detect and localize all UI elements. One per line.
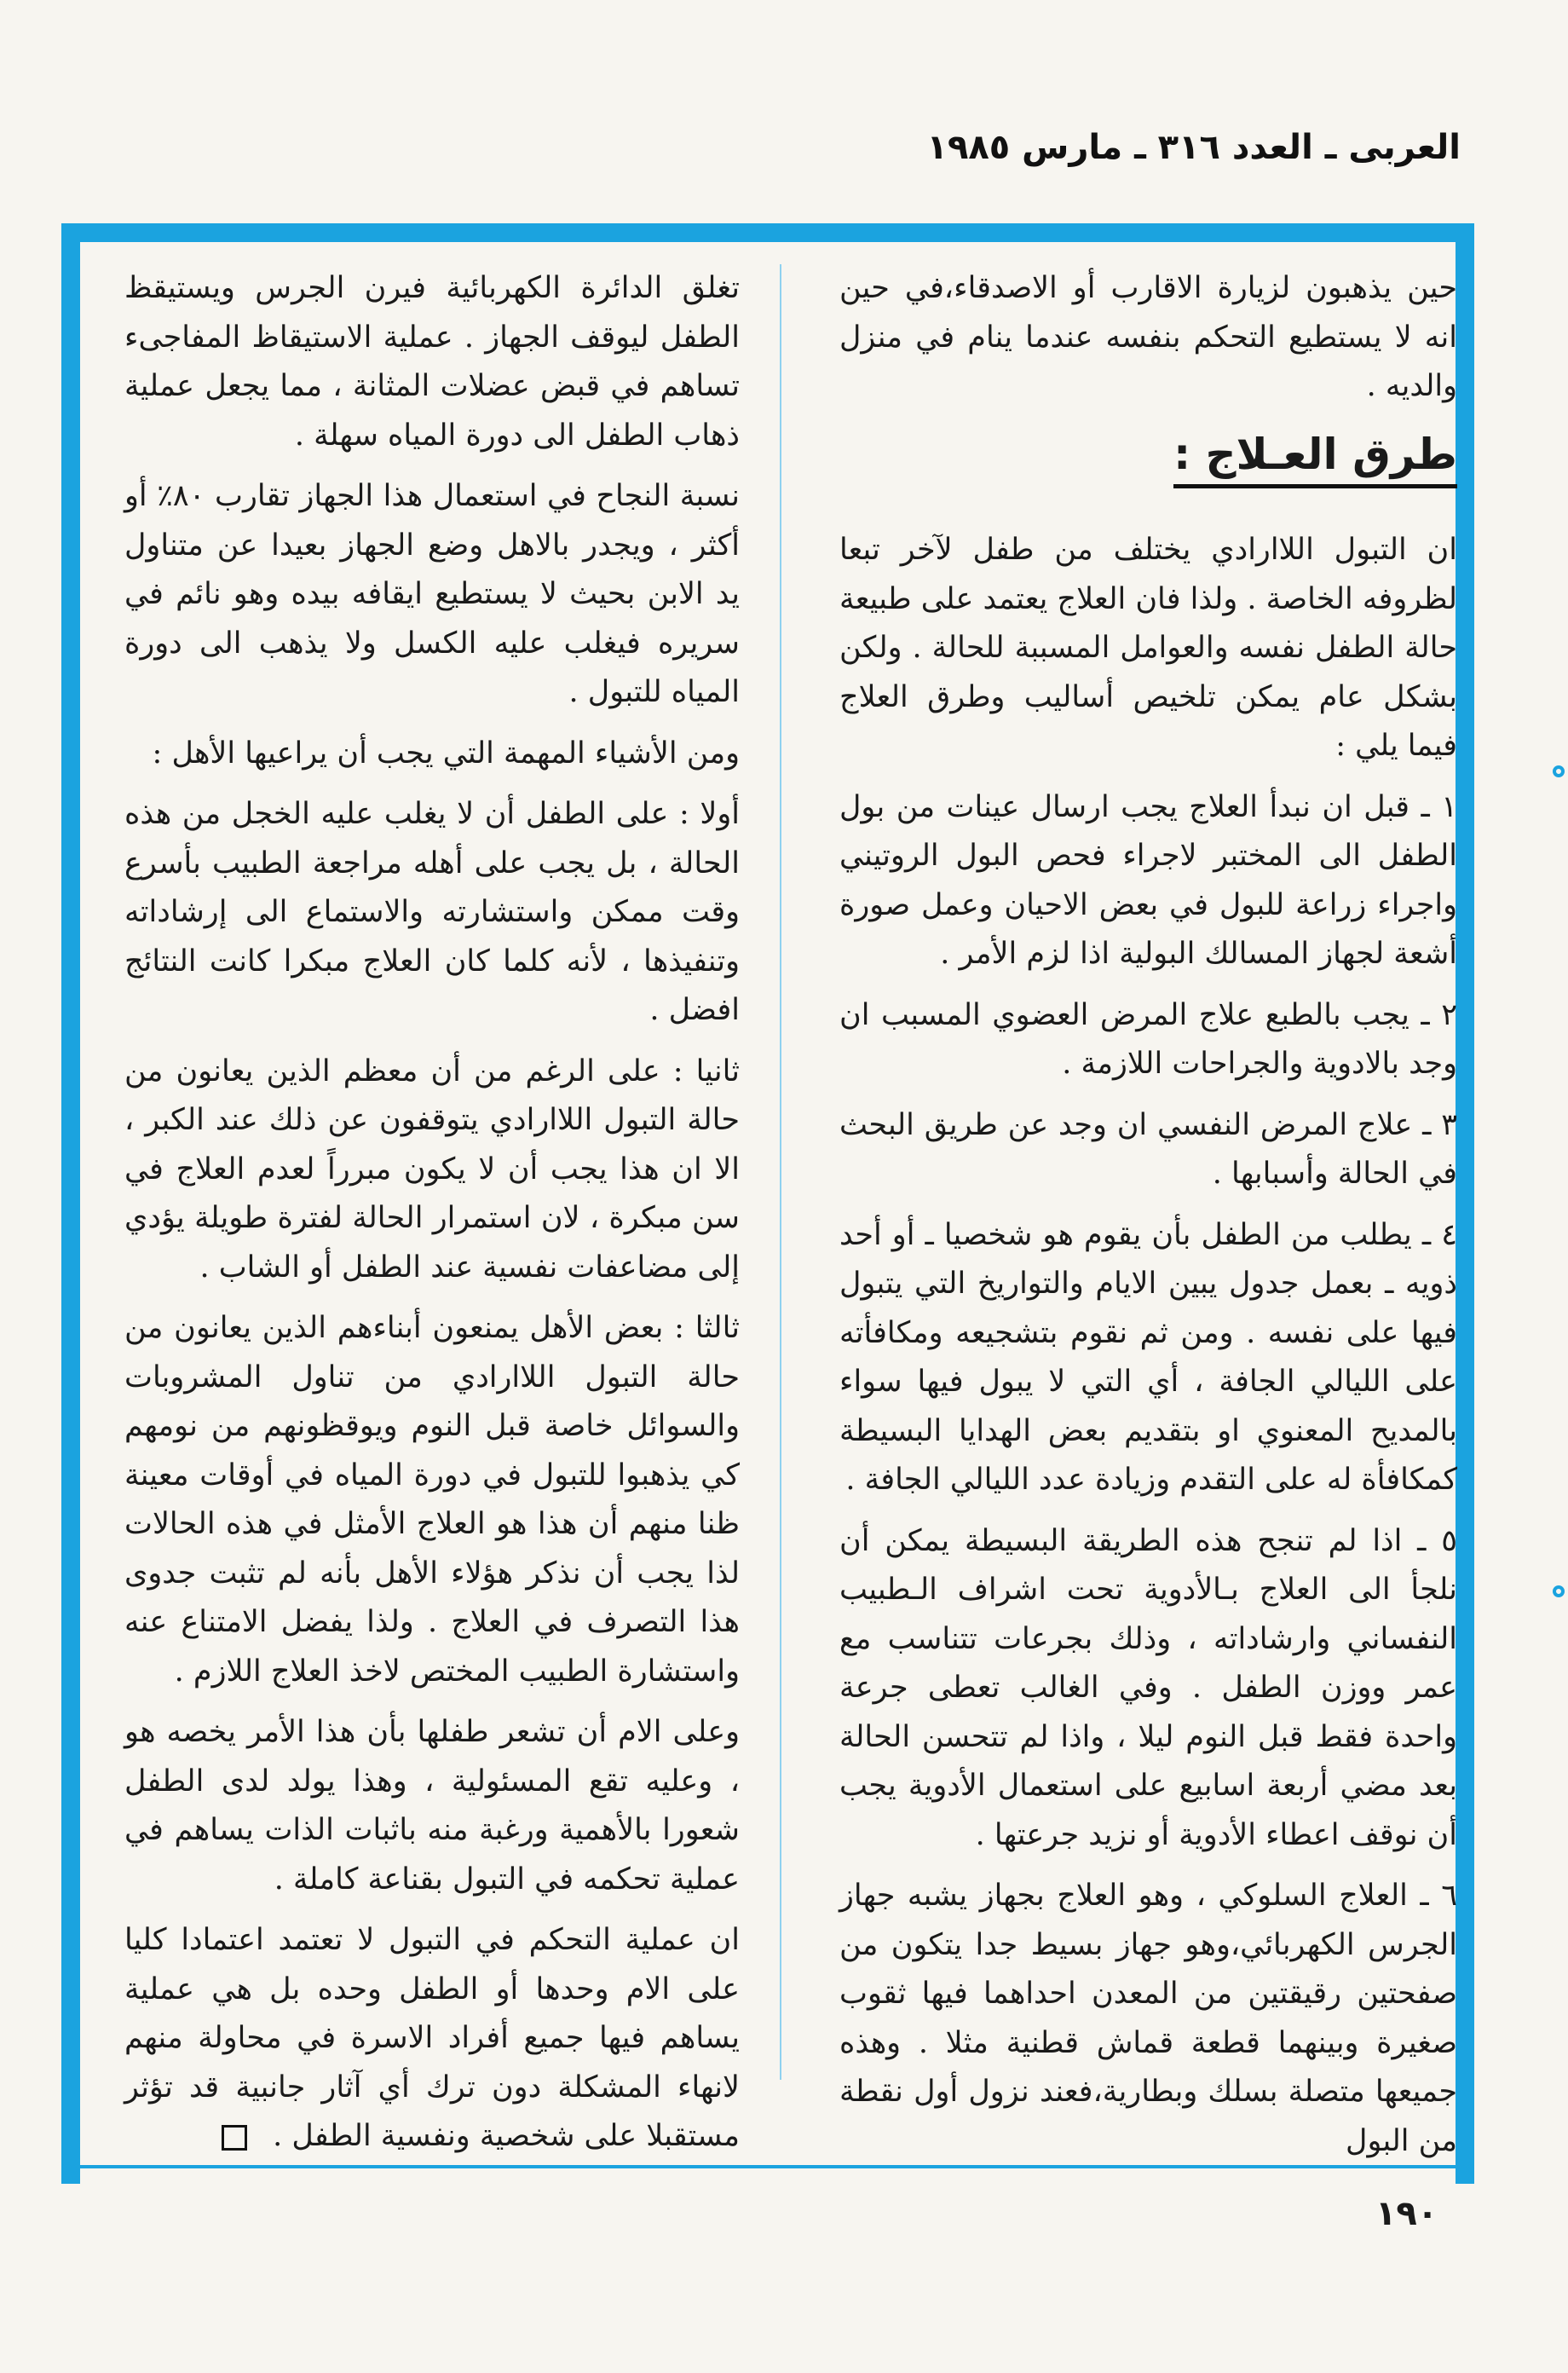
paragraph: وعلى الام أن تشعر طفلها بأن هذا الأمر يخصه هو ، وعليه تقع المسئولية ، وهذا يولد لدى الطفل شعورا بالأهمية ورغبة منه باثبات الذات يساهم في عملية تحكمه في التبول بقناعة كاملة . <box>124 1715 740 1897</box>
running-header: العربى ـ العدد ٣١٦ ـ مارس ١٩٨٥ <box>926 128 1461 167</box>
margin-mark <box>1553 765 1565 777</box>
intro-paragraph: حين يذهبون لزيارة الاقارب أو الاصدقاء،في حين انه لا يستطيع التحكم بنفسه عندما ينام في منزل والديه . <box>839 271 1457 403</box>
right-column <box>839 264 1457 2178</box>
closing-text: ان عملية التحكم في التبول لا تعتمد اعتمادا كليا على الام وحدها أو الطفل وحده بل هي عملية يساهم فيها جميع أفراد الاسرة في محاولة منهم لانهاء المشكلة دون ترك أي آثار جانبية قد تؤثر مستقبلا على شخصية ونفسية الطفل . <box>124 1923 740 2153</box>
paragraph: ٦ ـ العلاج السلوكي ، وهو العلاج بجهاز يشبه جهاز الجرس الكهربائي،وهو جهاز بسيط جدا يتكون من صفحتين رقيقتين من المعدن احداهما فيها ثقوب صغيرة وبينهما قطعة قماش قطنية مثلا . وهذه جميعها متصلة بسلك وبطارية،فعند نزول أول نقطة من البول <box>839 1879 1457 2158</box>
paragraph: ثالثا : بعض الأهل يمنعون أبناءهم الذين يعانون من حالة التبول اللاارادي من تناول المشروبات والسوائل خاصة قبل النوم ويوقظونهم من نومهم كي يذهبوا للتبول في دورة المياه في أوقات معينة ظنا منهم أن هذا هو العلاج الأمثل في هذه الحالات لذا يجب أن نذكر هؤلاء الأهل بأنه لم تثبت جدوى هذا التصرف في العلاج . ولذا يفضل الامتناع عنه واستشارة الطبيب المختص لاخذ العلاج اللازم . <box>124 1311 740 1689</box>
closing-paragraph <box>124 1916 740 2162</box>
margin-mark <box>1553 1585 1565 1597</box>
paragraph: ٤ ـ يطلب من الطفل بأن يقوم هو شخصيا ـ أو أحد ذويه ـ بعمل جدول يبين الايام والتواريخ التي يتبول فيها على نفسه . ومن ثم نقوم بتشجيعه ومكافأته على الليالي الجافة ، أي التي لا يبول فيها سواء بالمديح المعنوي او بتقديم بعض الهدايا البسيطة كمكافأة له على التقدم وزيادة عدد الليالي الجافة . <box>839 1217 1457 1497</box>
paragraph: ومن الأشياء المهمة التي يجب أن يراعيها الأهل : <box>152 736 740 771</box>
column-divider <box>780 264 781 2080</box>
end-of-article-icon <box>222 2125 247 2151</box>
paragraph: ١ ـ قبل ان نبدأ العلاج يجب ارسال عينات من بول الطفل الى المختبر لاجراء فحص البول الروتيني واجراء زراعة للبول في بعض الاحيان وعمل صورة أشعة لجهاز المسالك البولية اذا لزم الأمر . <box>839 789 1457 971</box>
paragraph: ٥ ـ اذا لم تنجح هذه الطريقة البسيطة يمكن أن نلجأ الى العلاج بـالأدوية تحت اشراف الـطبيب النفساني وارشاداته ، وذلك بجرعات تتناسب مع عمر ووزن الطفل . وفي الغالب تعطى جرعة واحدة فقط قبل النوم ليلا ، واذا لم تتحسن الحالة بعد مضي أربعة اسابيع على استعمال الأدوية يجب أن نوقف اعطاء الأدوية أو نزيد جرعتها . <box>839 1523 1457 1852</box>
left-column <box>124 264 740 2174</box>
paragraph: ان التبول اللاارادي يختلف من طفل لآخر تبعا لظروفه الخاصة . ولذا فان العلاج يعتمد على طبيعة حالة الطفل نفسه والعوامل المسببة للحالة . ولكن بشكل عام يمكن تلخيص أساليب وطرق العلاج فيما يلي : <box>839 533 1457 763</box>
paragraph: ٢ ـ يجب بالطبع علاج المرض العضوي المسبب ان وجد بالادوية والجراحات اللازمة . <box>839 997 1457 1081</box>
section-title: طرق العـلاج : <box>1173 430 1457 489</box>
paragraph: ثانيا : على الرغم من أن معظم الذين يعانون من حالة التبول اللاارادي يتوقفون عن ذلك عند الكبر ، الا ان هذا يجب أن لا يكون مبرراً لعدم العلاج في سن مبكرة ، لان استمرار الحالة لفترة طويلة يؤدي إلى مضاعفات نفسية عند الطفل أو الشاب . <box>124 1054 740 1285</box>
paragraph: نسبة النجاح في استعمال هذا الجهاز تقارب ٨٠٪ أو أكثر ، ويجدر بالاهل وضع الجهاز بعيدا عن متناول يد الابن بحيث لا يستطيع ايقافه بيده وهو نائم في سريره فيغلب عليه الكسل ولا يذهب الى دورة المياه للتبول . <box>124 479 740 709</box>
paragraph: أولا : على الطفل أن لا يغلب عليه الخجل من هذه الحالة ، بل يجب على أهله مراجعة الطبيب بأسرع وقت ممكن واستشارته والاستماع الى إرشاداته وتنفيذها ، لأنه كلما كان العلاج مبكرا كانت النتائج افضل . <box>124 797 740 1027</box>
paragraph: تغلق الدائرة الكهربائية فيرن الجرس ويستيقظ الطفل ليوقف الجهاز . عملية الاستيقاظ المفاجىء تساهم في قبض عضلات المثانة ، مما يجعل عملية ذهاب الطفل الى دورة المياه سهلة . <box>124 271 740 453</box>
page-number: ١٩٠ <box>1375 2194 1438 2233</box>
paragraph: ٣ ـ علاج المرض النفسي ان وجد عن طريق البحث في الحالة وأسبابها . <box>839 1107 1457 1191</box>
